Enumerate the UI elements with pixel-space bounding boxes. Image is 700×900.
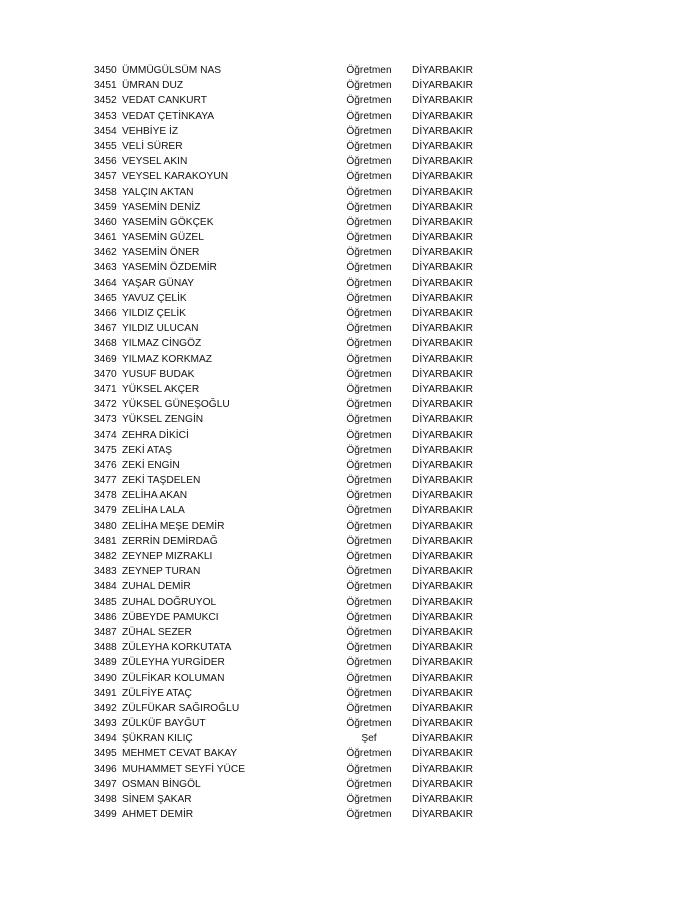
person-role: Öğretmen <box>346 566 392 578</box>
row-number: 3484 <box>94 581 117 593</box>
person-name: ZEYNEP MIZRAKLI <box>122 551 213 562</box>
row-number: 3487 <box>94 626 117 638</box>
row-number: 3461 <box>94 232 117 244</box>
person-role: Şef <box>361 733 377 745</box>
person-name: ZERRİN DEMİRDAĞ <box>122 535 218 547</box>
person-role: Öğretmen <box>346 459 392 471</box>
row-number: 3486 <box>94 611 117 623</box>
person-name: ÜMMÜGÜLSÜM NAS <box>122 65 222 76</box>
person-city: DİYARBAKIR <box>412 80 473 92</box>
list-item <box>94 807 514 822</box>
person-role: Öğretmen <box>346 338 392 350</box>
row-number: 3458 <box>94 186 117 198</box>
person-city: DİYARBAKIR <box>412 535 473 547</box>
person-city: DİYARBAKIR <box>412 399 473 411</box>
person-role: Öğretmen <box>346 657 392 669</box>
person-name: YAŞAR GÜNAY <box>122 277 195 289</box>
person-name: ZÜLKÜF BAYĞUT <box>122 718 206 730</box>
list-item <box>94 260 514 275</box>
person-name: MUHAMMET SEYFİ YÜCE <box>122 763 246 775</box>
person-name: VEYSEL KARAKOYUN <box>122 171 229 183</box>
person-name: ZUHAL DOĞRUYOL <box>122 596 217 608</box>
list-item <box>94 549 514 564</box>
row-number: 3474 <box>94 429 117 441</box>
person-name: VEYSEL AKIN <box>122 156 188 168</box>
person-name: YASEMİN GÖKÇEK <box>122 216 214 228</box>
person-role: Öğretmen <box>346 110 392 122</box>
list-item <box>94 124 514 139</box>
person-role: Öğretmen <box>346 596 392 608</box>
person-city: DİYARBAKIR <box>412 171 473 183</box>
person-role: Öğretmen <box>346 520 392 532</box>
person-name: OSMAN BİNGÖL <box>122 778 201 790</box>
row-number: 3455 <box>94 140 117 152</box>
row-number: 3459 <box>94 201 117 213</box>
person-name: ZEKİ ATAŞ <box>122 444 173 456</box>
person-city: DİYARBAKIR <box>412 581 473 593</box>
person-city: DİYARBAKIR <box>412 657 473 669</box>
person-role: Öğretmen <box>346 383 392 395</box>
list-item <box>94 701 514 716</box>
person-city: DİYARBAKIR <box>412 459 473 471</box>
person-name: VEDAT CANKURT <box>122 95 207 107</box>
person-name: VELİ SÜRER <box>122 140 183 152</box>
person-city: DİYARBAKIR <box>412 277 473 289</box>
person-city: DİYARBAKIR <box>412 308 473 319</box>
person-role: Öğretmen <box>346 277 392 289</box>
person-city: DİYARBAKIR <box>412 110 473 122</box>
person-role: Öğretmen <box>346 809 392 821</box>
list-item <box>94 762 514 777</box>
person-city: DİYARBAKIR <box>412 65 473 76</box>
person-name: YAVUZ ÇELİK <box>122 292 187 304</box>
list-item <box>94 777 514 792</box>
list-item <box>94 321 514 336</box>
person-role: Öğretmen <box>346 292 392 304</box>
person-city: DİYARBAKIR <box>412 232 473 244</box>
person-name: YÜKSEL ZENGİN <box>122 414 204 426</box>
list-item <box>94 139 514 154</box>
row-number: 3468 <box>94 338 117 350</box>
row-number: 3450 <box>94 65 117 76</box>
person-role: Öğretmen <box>346 353 392 365</box>
person-role: Öğretmen <box>346 399 392 411</box>
row-number: 3494 <box>94 733 117 745</box>
person-name: ZÜLFİYE ATAÇ <box>122 687 192 699</box>
list-item <box>94 534 514 549</box>
row-number: 3477 <box>94 475 117 487</box>
person-city: DİYARBAKIR <box>412 338 473 350</box>
list-item <box>94 93 514 108</box>
person-name: ZÜLFİKAR KOLUMAN <box>122 672 225 684</box>
person-city: DİYARBAKIR <box>412 626 473 638</box>
person-name: ZÜLEYHA YURGİDER <box>122 657 225 669</box>
person-role: Öğretmen <box>346 687 392 699</box>
person-role: Öğretmen <box>346 65 392 76</box>
row-number: 3469 <box>94 353 117 365</box>
person-name: YÜKSEL GÜNEŞOĞLU <box>122 399 230 411</box>
person-role: Öğretmen <box>346 535 392 547</box>
person-city: DİYARBAKIR <box>412 414 473 426</box>
row-number: 3485 <box>94 596 117 608</box>
row-number: 3498 <box>94 794 117 805</box>
list-item <box>94 169 514 184</box>
person-city: DİYARBAKIR <box>412 611 473 623</box>
person-name: ZÜLFÜKAR SAĞIROĞLU <box>122 702 240 714</box>
row-number: 3488 <box>94 642 117 654</box>
person-city: DİYARBAKIR <box>412 551 473 562</box>
person-name: VEDAT ÇETİNKAYA <box>122 110 215 122</box>
person-city: DİYARBAKIR <box>412 778 473 790</box>
person-role: Öğretmen <box>346 672 392 684</box>
person-name: YASEMİN DENİZ <box>122 201 201 213</box>
person-role: Öğretmen <box>346 262 392 274</box>
person-name: YASEMİN ÖZDEMİR <box>122 262 217 274</box>
list-item <box>94 245 514 260</box>
row-number: 3491 <box>94 687 117 699</box>
person-role: Öğretmen <box>346 80 392 92</box>
person-role: Öğretmen <box>346 323 392 335</box>
person-city: DİYARBAKIR <box>412 490 473 502</box>
person-role: Öğretmen <box>346 186 392 198</box>
person-role: Öğretmen <box>346 794 392 805</box>
person-role: Öğretmen <box>346 429 392 441</box>
row-number: 3454 <box>94 125 117 137</box>
person-role: Öğretmen <box>346 247 392 259</box>
list-item <box>94 655 514 670</box>
person-name: YILMAZ KORKMAZ <box>122 353 213 365</box>
person-role: Öğretmen <box>346 490 392 502</box>
row-number: 3476 <box>94 459 117 471</box>
list-item <box>94 336 514 351</box>
row-number: 3483 <box>94 566 117 578</box>
person-name: ZELİHA MEŞE DEMİR <box>122 520 225 532</box>
person-name: YILMAZ CİNGÖZ <box>122 338 202 350</box>
row-number: 3495 <box>94 748 117 760</box>
person-name: SİNEM ŞAKAR <box>122 794 192 805</box>
person-role: Öğretmen <box>346 581 392 593</box>
row-number: 3453 <box>94 110 117 122</box>
person-city: DİYARBAKIR <box>412 95 473 107</box>
person-city: DİYARBAKIR <box>412 733 473 745</box>
list-item <box>94 488 514 503</box>
person-city: DİYARBAKIR <box>412 794 473 805</box>
person-role: Öğretmen <box>346 763 392 775</box>
person-city: DİYARBAKIR <box>412 353 473 365</box>
list-item <box>94 610 514 625</box>
row-number: 3460 <box>94 216 117 228</box>
list-item <box>94 503 514 518</box>
list-item <box>94 185 514 200</box>
list-item <box>94 716 514 731</box>
list-item <box>94 291 514 306</box>
person-role: Öğretmen <box>346 702 392 714</box>
row-number: 3493 <box>94 718 117 730</box>
person-name: ZÜHAL SEZER <box>122 626 192 638</box>
person-name: ZELİHA AKAN <box>122 490 188 502</box>
person-name: ZEKİ ENGİN <box>122 459 180 471</box>
row-number: 3480 <box>94 520 117 532</box>
person-role: Öğretmen <box>346 156 392 168</box>
person-role: Öğretmen <box>346 201 392 213</box>
person-city: DİYARBAKIR <box>412 186 473 198</box>
person-name: ZÜLEYHA KORKUTATA <box>122 642 232 654</box>
person-role: Öğretmen <box>346 308 392 319</box>
row-number: 3463 <box>94 262 117 274</box>
person-city: DİYARBAKIR <box>412 156 473 168</box>
list-item <box>94 428 514 443</box>
person-city: DİYARBAKIR <box>412 748 473 760</box>
person-city: DİYARBAKIR <box>412 520 473 532</box>
list-item <box>94 473 514 488</box>
person-name: AHMET DEMİR <box>122 809 194 821</box>
list-item <box>94 109 514 124</box>
person-city: DİYARBAKIR <box>412 718 473 730</box>
person-name: ZÜBEYDE PAMUKCI <box>122 611 219 623</box>
person-city: DİYARBAKIR <box>412 247 473 259</box>
list-item <box>94 367 514 382</box>
list-item <box>94 640 514 655</box>
person-name: VEHBİYE İZ <box>122 125 179 137</box>
list-item <box>94 671 514 686</box>
list-item <box>94 731 514 746</box>
list-item <box>94 352 514 367</box>
row-number: 3465 <box>94 292 117 304</box>
person-city: DİYARBAKIR <box>412 368 473 380</box>
personnel-list <box>94 63 514 822</box>
row-number: 3472 <box>94 399 117 411</box>
person-city: DİYARBAKIR <box>412 505 473 517</box>
person-role: Öğretmen <box>346 748 392 760</box>
person-role: Öğretmen <box>346 505 392 517</box>
row-number: 3499 <box>94 809 117 821</box>
person-city: DİYARBAKIR <box>412 475 473 487</box>
person-role: Öğretmen <box>346 778 392 790</box>
person-name: ZEHRA DİKİCİ <box>122 429 189 441</box>
list-item <box>94 458 514 473</box>
list-item <box>94 230 514 245</box>
person-city: DİYARBAKIR <box>412 596 473 608</box>
person-city: DİYARBAKIR <box>412 702 473 714</box>
person-name: YILDIZ ÇELİK <box>122 308 186 319</box>
person-name: ZUHAL DEMİR <box>122 581 191 593</box>
list-item <box>94 625 514 640</box>
person-name: YALÇIN AKTAN <box>122 186 194 198</box>
person-role: Öğretmen <box>346 444 392 456</box>
row-number: 3496 <box>94 763 117 775</box>
person-role: Öğretmen <box>346 171 392 183</box>
person-city: DİYARBAKIR <box>412 444 473 456</box>
person-name: ŞÜKRAN KILIÇ <box>122 733 193 745</box>
row-number: 3481 <box>94 535 117 547</box>
person-role: Öğretmen <box>346 475 392 487</box>
person-city: DİYARBAKIR <box>412 140 473 152</box>
person-city: DİYARBAKIR <box>412 429 473 441</box>
list-item <box>94 443 514 458</box>
list-item <box>94 63 514 78</box>
list-item <box>94 686 514 701</box>
person-city: DİYARBAKIR <box>412 763 473 775</box>
list-item <box>94 154 514 169</box>
list-item <box>94 78 514 93</box>
row-number: 3471 <box>94 383 117 395</box>
person-city: DİYARBAKIR <box>412 642 473 654</box>
list-item <box>94 397 514 412</box>
person-role: Öğretmen <box>346 140 392 152</box>
row-number: 3456 <box>94 156 117 168</box>
list-item <box>94 579 514 594</box>
row-number: 3490 <box>94 672 117 684</box>
row-number: 3466 <box>94 308 117 319</box>
person-city: DİYARBAKIR <box>412 383 473 395</box>
person-role: Öğretmen <box>346 368 392 380</box>
person-city: DİYARBAKIR <box>412 672 473 684</box>
list-item <box>94 595 514 610</box>
person-role: Öğretmen <box>346 232 392 244</box>
list-item <box>94 306 514 321</box>
row-number: 3467 <box>94 323 117 335</box>
person-role: Öğretmen <box>346 642 392 654</box>
person-name: MEHMET CEVAT BAKAY <box>122 748 238 760</box>
person-role: Öğretmen <box>346 216 392 228</box>
person-role: Öğretmen <box>346 125 392 137</box>
row-number: 3489 <box>94 657 117 669</box>
row-number: 3492 <box>94 702 117 714</box>
row-number: 3457 <box>94 171 117 183</box>
row-number: 3497 <box>94 778 117 790</box>
row-number: 3462 <box>94 247 117 259</box>
person-city: DİYARBAKIR <box>412 125 473 137</box>
person-city: DİYARBAKIR <box>412 201 473 213</box>
person-name: YASEMİN GÜZEL <box>122 232 204 244</box>
list-item <box>94 382 514 397</box>
list-item <box>94 564 514 579</box>
row-number: 3478 <box>94 490 117 502</box>
person-name: YILDIZ ULUCAN <box>122 323 199 335</box>
row-number: 3452 <box>94 95 117 107</box>
person-name: ZEKİ TAŞDELEN <box>122 475 201 487</box>
person-role: Öğretmen <box>346 611 392 623</box>
list-item <box>94 792 514 807</box>
person-city: DİYARBAKIR <box>412 216 473 228</box>
person-role: Öğretmen <box>346 626 392 638</box>
person-role: Öğretmen <box>346 718 392 730</box>
person-city: DİYARBAKIR <box>412 292 473 304</box>
person-name: YUSUF BUDAK <box>122 368 195 380</box>
person-city: DİYARBAKIR <box>412 566 473 578</box>
row-number: 3475 <box>94 444 117 456</box>
person-name: ZELİHA LALA <box>122 505 185 517</box>
row-number: 3451 <box>94 80 117 92</box>
list-item <box>94 412 514 427</box>
person-role: Öğretmen <box>346 414 392 426</box>
list-item <box>94 276 514 291</box>
person-city: DİYARBAKIR <box>412 809 473 821</box>
row-number: 3482 <box>94 551 117 562</box>
list-item <box>94 215 514 230</box>
row-number: 3464 <box>94 277 117 289</box>
person-name: YÜKSEL AKÇER <box>122 383 200 395</box>
list-item <box>94 200 514 215</box>
person-role: Öğretmen <box>346 551 392 562</box>
person-name: ÜMRAN DUZ <box>122 80 184 92</box>
person-name: ZEYNEP TURAN <box>122 566 201 578</box>
person-city: DİYARBAKIR <box>412 262 473 274</box>
person-name: YASEMİN ÖNER <box>122 247 200 259</box>
list-item <box>94 519 514 534</box>
list-item <box>94 746 514 761</box>
person-city: DİYARBAKIR <box>412 687 473 699</box>
row-number: 3473 <box>94 414 117 426</box>
row-number: 3470 <box>94 368 117 380</box>
person-role: Öğretmen <box>346 95 392 107</box>
person-city: DİYARBAKIR <box>412 323 473 335</box>
row-number: 3479 <box>94 505 117 517</box>
